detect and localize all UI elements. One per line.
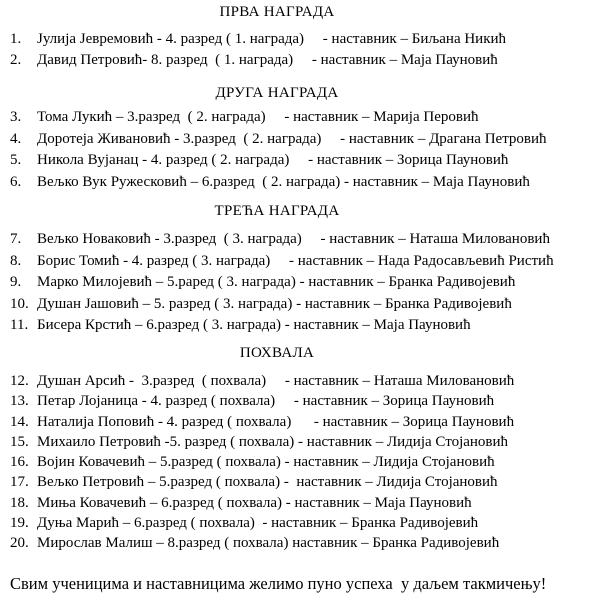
entry-number: 17.: [10, 474, 29, 491]
award-entry: [10, 294, 604, 316]
entry-number: 19.: [10, 515, 29, 532]
entry-text: Мињa Ковачевић – 6.разред ( похвала) - наставник – Маја Пауновић: [37, 494, 472, 511]
entry-number: 3.: [10, 109, 22, 125]
entry-text: Тома Лукић – 3.разред ( 2. награда) - наставник – Марија Перовић: [37, 109, 479, 125]
award-entry: [10, 315, 604, 337]
entry-number: 16.: [10, 454, 29, 471]
entry-text: Наталија Поповић - 4. разред ( похвала) - наставник – Зорица Пауновић: [37, 413, 515, 430]
award-entry: [10, 412, 604, 432]
entry-number: 8.: [10, 252, 22, 269]
award-entry: [10, 472, 604, 492]
entry-number: 10.: [10, 295, 29, 312]
award-entry: [10, 391, 604, 411]
entry-number: 6.: [10, 173, 22, 190]
award-entry: [10, 229, 604, 251]
entry-number: 2.: [10, 52, 22, 68]
award-entry: [10, 172, 604, 194]
entry-text: Борис Томић - 4. разред ( 3. награда) - наставник – Нада Радосављевић Ристић: [37, 252, 554, 269]
entry-text: Војин Ковачевић – 5.разред ( похвала) - наставник – Лидија Стојановић: [37, 454, 495, 471]
entry-text: Марко Милојевић – 5.раред ( 3. награда) - наставник – Бранка Радивојевић: [37, 274, 516, 290]
section-heading: ПРВА НАГРАДА: [219, 4, 335, 20]
award-entry: [10, 50, 604, 72]
section-heading: ДРУГА НАГРАДА: [215, 85, 339, 101]
entry-number: 13.: [10, 393, 29, 410]
entry-number: 20.: [10, 535, 29, 552]
award-entry: [10, 371, 604, 391]
award-entry: [10, 452, 604, 472]
entry-number: 5.: [10, 152, 22, 168]
award-entry: [10, 513, 604, 533]
award-entry: [10, 129, 604, 151]
award-section: [10, 201, 604, 337]
award-sections: [10, 2, 604, 554]
award-entry: [10, 533, 604, 553]
entry-text: Вељко Вук Ружесковић – 6.разред ( 2. награда) - наставник – Маја Пауновић: [37, 173, 530, 190]
entry-number: 7.: [10, 231, 22, 247]
entry-text: Вељко Новаковић - 3.разред ( 3. награда) - наставник – Наташа Миловановић: [37, 231, 550, 247]
award-entry: [10, 29, 604, 51]
entry-number: 1.: [10, 30, 22, 47]
entry-number: 14.: [10, 413, 29, 430]
entry-text: Доротеја Живановић - 3.разред ( 2. награда) - наставник – Драгана Петровић: [37, 130, 547, 147]
entry-number: 15.: [10, 433, 29, 450]
award-entry: [10, 251, 604, 273]
entry-text: Никола Вујанац - 4. разред ( 2. награда) - наставник – Зорица Пауновић: [37, 152, 509, 168]
entry-number: 12.: [10, 373, 29, 389]
entry-text: Дуња Марић – 6.разред ( похвала) - наставник – Бранка Радивојевић: [37, 515, 479, 532]
section-heading: ТРЕЋА НАГРАДА: [214, 203, 340, 219]
entry-number: 9.: [10, 274, 22, 290]
closing-message: Свим ученицима и наставницима желимо пуно успеха у даљем такмичењу!: [10, 573, 547, 593]
award-section: [10, 2, 604, 72]
entry-number: 4.: [10, 130, 22, 147]
award-entry: [10, 272, 604, 294]
entry-text: Душан Јашовић – 5. разред ( 3. награда) - наставник – Бранка Радивојевић: [37, 295, 512, 312]
entry-text: Михаило Петровић -5. разред ( похвала) - наставник – Лидија Стојановић: [37, 433, 509, 450]
section-heading: ПОХВАЛА: [239, 345, 315, 361]
award-entry: [10, 107, 604, 129]
entry-text: Мирослав Малиш – 8.разред ( похвала) наставник – Бранка Радивојевић: [37, 535, 500, 552]
entry-text: Петар Лојаница - 4. разред ( похвала) - наставник – Зорица Пауновић: [37, 393, 495, 410]
entry-number: 18.: [10, 494, 29, 511]
entry-text: Давид Петровић- 8. разред ( 1. награда) - наставник – Маја Пауновић: [37, 52, 498, 68]
award-section: [10, 343, 604, 554]
award-entry: [10, 150, 604, 172]
award-entry: [10, 432, 604, 452]
award-section: [10, 83, 604, 193]
entry-text: Душан Арсић - 3.разред ( похвала) - наставник – Наташа Миловановић: [37, 373, 515, 389]
entry-text: Јулија Јевремовић - 4. разред ( 1. награда) - наставник – Биљана Никић: [37, 30, 507, 47]
entry-text: Вељко Петровић – 5.разред ( похвала) - наставник – Лидија Стојановић: [37, 474, 498, 491]
entry-number: 11.: [10, 317, 29, 333]
award-entry: [10, 493, 604, 513]
entry-text: Бисера Крстић – 6.разред ( 3. награда) - наставник – Маја Пауновић: [37, 317, 471, 333]
